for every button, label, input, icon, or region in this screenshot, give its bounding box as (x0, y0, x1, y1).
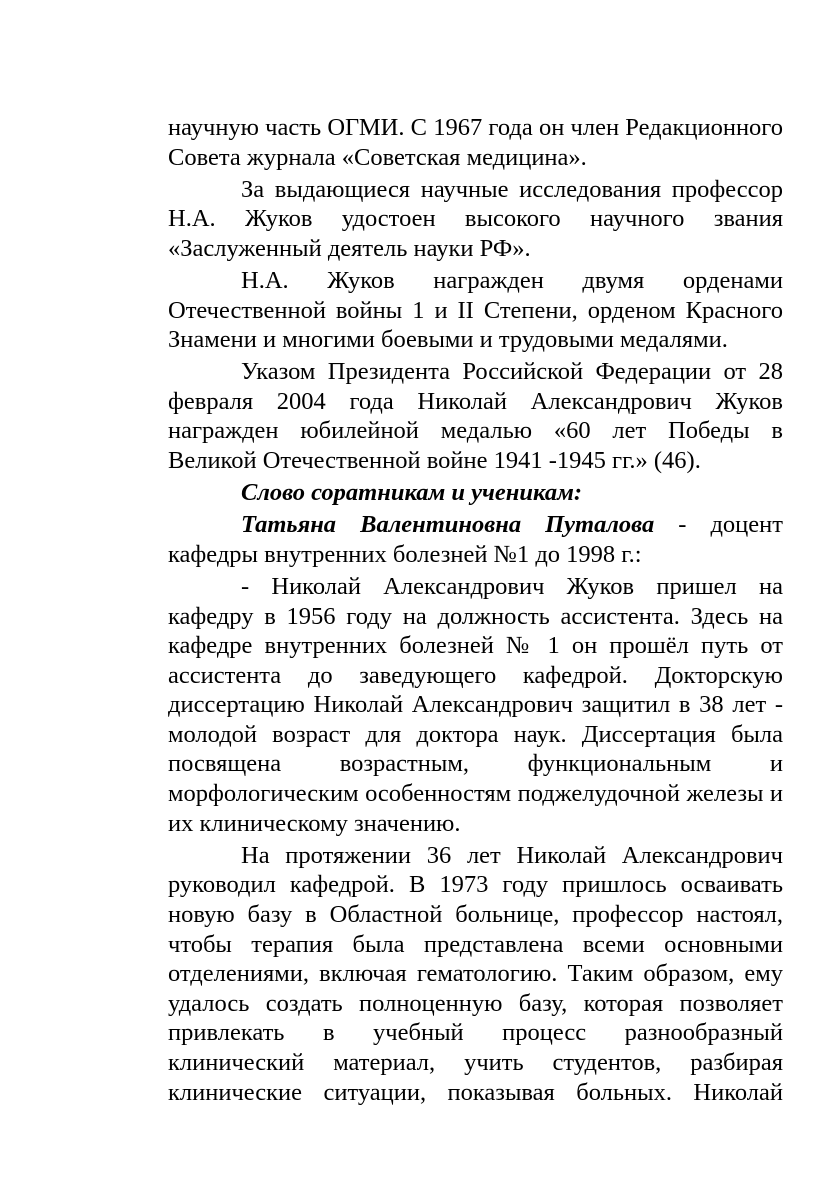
paragraph-editorial-board: научную часть ОГМИ. С 1967 года он член Редакционного Совета журнала «Советская медицина». (168, 114, 783, 171)
paragraph-honored-scientist: За выдающиеся научные исследования профессор Н.А. Жуков удостоен высокого научного звания «Заслуженный деятель науки РФ». (168, 175, 783, 262)
colleague-position: - доцент кафедры внутренних болезней №1 до 1998 г.: (168, 511, 783, 568)
section-heading: Слово соратникам и ученикам: (241, 479, 583, 507)
paragraph-colleague-intro (168, 510, 783, 569)
colleague-name: Татьяна Валентиновна Путалова (241, 511, 655, 539)
paragraph-career: - Николай Александрович Жуков пришел на кафедру в 1956 году на должность ассистента. Здесь на кафедре внутренних болезней № 1 он прошёл путь от ассистента до заведующего кафедрой. Докторскую диссертацию Николай Александрович защитил в 38 лет - молодой возраст для доктора наук. Диссертация была посвящена возрастным, функциональным и морфологическим особенностям поджелудочной железы и их клиническому значению. (168, 572, 783, 837)
document-body (168, 113, 783, 1110)
paragraph-department-base: На протяжении 36 лет Николай Александрович руководил кафедрой. В 1973 году пришлось осваивать новую базу в Областной больнице, профессор настоял, чтобы терапия была представлена всеми основными отделениями, включая гематологию. Таким образом, ему удалось создать полноценную базу, которая позволяет привлекать в учебный процесс разнообразный клинический материал, учить студентов, разбирая клинические ситуации, показывая больных. Николай (168, 841, 783, 1106)
paragraph-orders: Н.А. Жуков награжден двумя орденами Отечественной войны 1 и II Степени, орденом Красного Знамени и многими боевыми и трудовыми медалями. (168, 266, 783, 354)
paragraph-presidential-decree: Указом Президента Российской Федерации от 28 февраля 2004 года Николай Александрович Жуков награжден юбилейной медалью «60 лет Победы в Великой Отечественной войне 1941 -1945 гг.» (46). (168, 358, 783, 475)
